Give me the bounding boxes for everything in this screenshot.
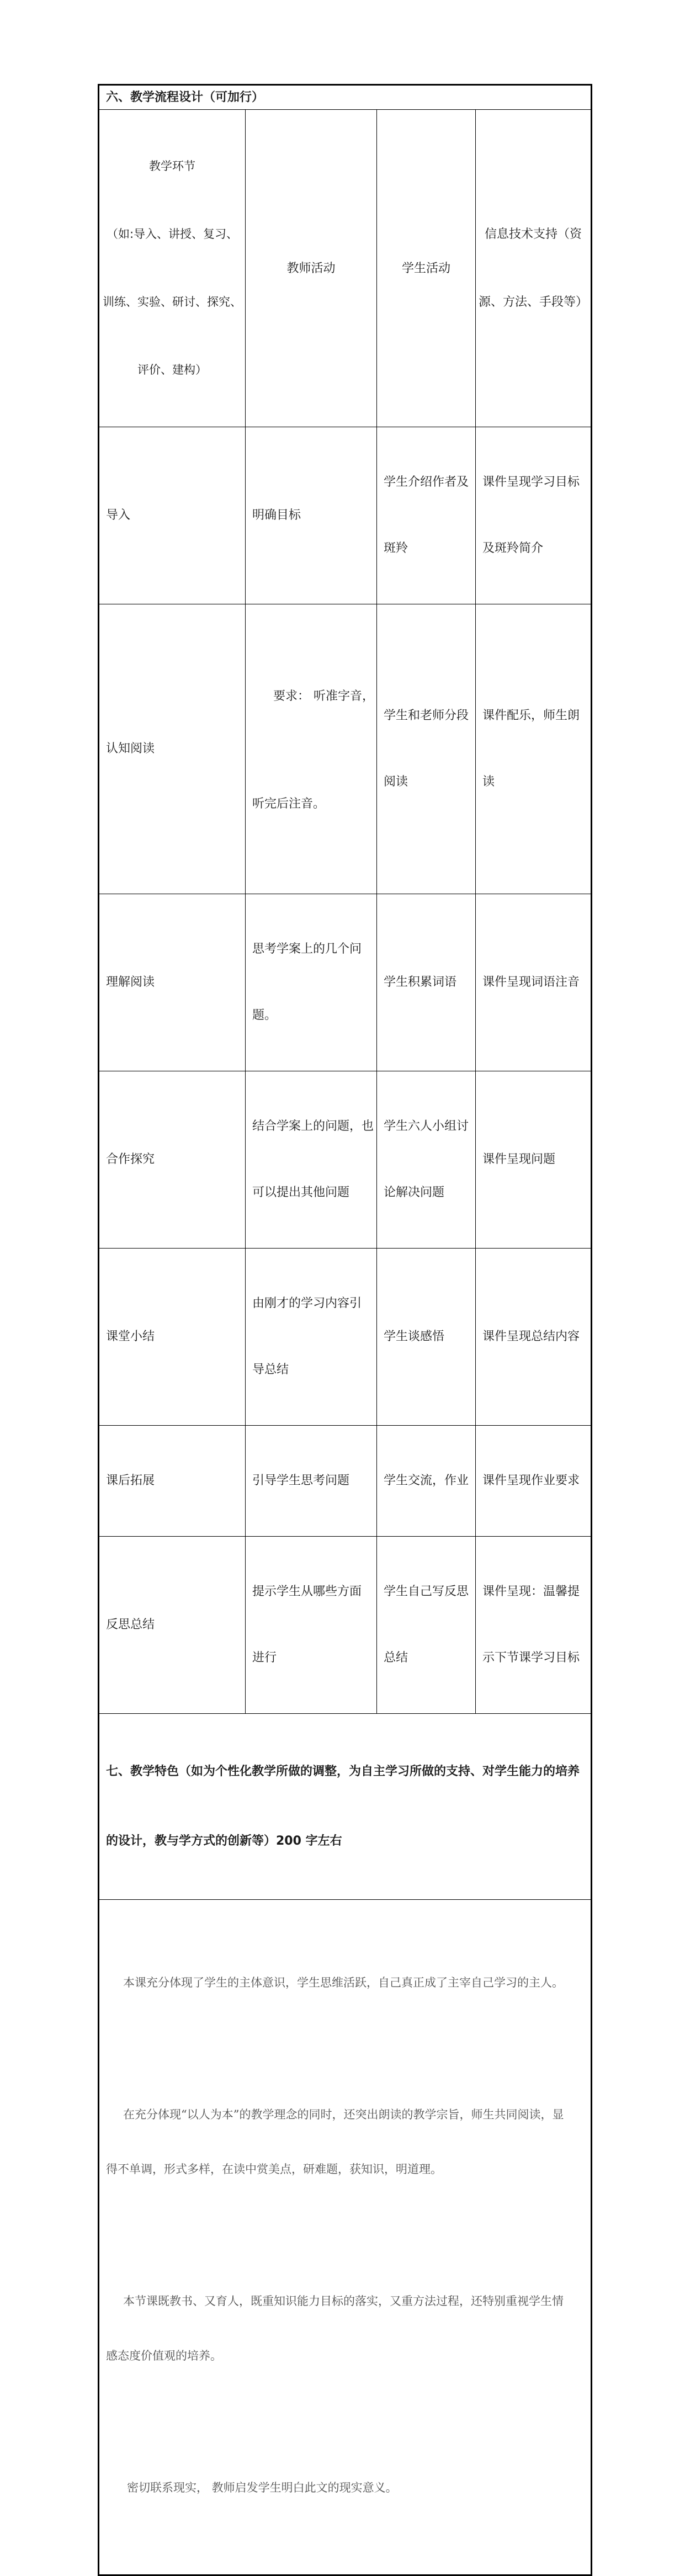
header-text-line: （如:导入、讲授、复习、 (106, 227, 238, 241)
cell-text-line: 读 (482, 775, 495, 789)
flow-table-header-row (99, 110, 592, 427)
flow-row-reflection-summary (99, 1537, 592, 1714)
paragraph (106, 2256, 591, 2402)
stage-cell (99, 604, 246, 894)
cell-text-line: 引导学生思考问题 (252, 1474, 350, 1488)
section7-body-row (99, 1900, 592, 2575)
cell-text-line: 可以提出其他问题 (252, 1186, 350, 1199)
teacher-activity-cell (246, 1071, 377, 1249)
stage-cell (99, 1071, 246, 1249)
cell-text-line: 听完后注音。 (252, 797, 326, 811)
section7-title-line: 的设计，教与学方式的创新等）200 字左右 (106, 1834, 342, 1848)
cell-text-line: 课件呈现作业要求 (482, 1474, 580, 1488)
flow-row-cognitive-reading (99, 604, 592, 894)
cell-text-line: 学生自己写反思 (384, 1585, 469, 1598)
tech-support-cell (476, 1249, 592, 1426)
teacher-activity-cell (246, 427, 377, 604)
cell-text-line: 斑羚 (384, 541, 408, 555)
section7-title-line: 七、教学特色（如为个性化教学所做的调整，为自主学习所做的支持、对学生能力的培养 (106, 1765, 580, 1778)
cell-text-line: 由刚才的学习内容引 (252, 1297, 362, 1310)
cell-text-line: 课件呈现问题 (482, 1152, 556, 1166)
header-text-line: 教学环节 (149, 160, 195, 173)
paragraph-line: 本节课既教书、又育人，既重知识能力目标的落实，又重方法过程，还特别重视学生情 (123, 2295, 564, 2308)
stage-cell (99, 1426, 246, 1537)
stage-label: 反思总结 (106, 1618, 155, 1632)
tech-support-cell (476, 894, 592, 1071)
student-activity-cell (377, 1537, 476, 1714)
section7-title-row (99, 1714, 592, 1900)
header-text-line: 教师活动 (286, 261, 336, 275)
stage-column-header (99, 110, 246, 427)
cell-text-line: 学生六人小组讨 (384, 1119, 469, 1133)
cell-text-line: 课件呈现学习目标 (482, 475, 580, 489)
cell-text-line: 学生谈感悟 (384, 1330, 445, 1343)
flow-row-comprehension-reading (99, 894, 592, 1071)
flow-row-introduction (99, 427, 592, 604)
paragraph-line: 密切联系现实， 教师启发学生明白此文的现实意义。 (127, 2481, 397, 2494)
section7-title (99, 1714, 592, 1900)
student-activity-cell (377, 427, 476, 604)
cell-text-line: 要求： 听准字音， (273, 689, 374, 703)
cell-text-line: 课件呈现总结内容 (482, 1330, 580, 1343)
stage-label: 合作探究 (106, 1152, 155, 1166)
cell-text-line: 学生积累词语 (384, 975, 457, 989)
flow-row-class-summary (99, 1249, 592, 1426)
header-text-line: 学生活动 (401, 261, 450, 275)
tech-support-cell (476, 1426, 592, 1537)
cell-text-line: 学生交流，作业 (384, 1474, 469, 1488)
tech-support-cell (476, 1071, 592, 1249)
paragraph-line: 得不单调，形式多样，在读中赏美点，研难题，获知识，明道理。 (106, 2163, 442, 2176)
tech-support-cell (476, 1537, 592, 1714)
header-text-line: 评价、建构） (137, 363, 207, 376)
teacher-activity-column-header (246, 110, 377, 427)
section6-title: 六、教学流程设计（可加行） (99, 85, 592, 110)
stage-cell (99, 1537, 246, 1714)
student-activity-cell (377, 604, 476, 894)
tech-support-cell (476, 427, 592, 604)
cell-text-line: 课件配乐，师生朗 (482, 709, 580, 723)
paragraph-line: 在充分体现“以人为本”的教学理念的同时，还突出朗读的教学宗旨，师生共同阅读，显 (123, 2108, 564, 2121)
cell-text-line: 导总结 (252, 1363, 289, 1377)
header-text-line: 信息技术支持（资 (485, 227, 582, 241)
tech-support-cell (476, 604, 592, 894)
student-activity-cell (377, 1426, 476, 1537)
stage-label: 理解阅读 (106, 975, 155, 989)
cell-text-line: 明确目标 (252, 508, 301, 522)
cell-text-line: 提示学生从哪些方面 (252, 1585, 362, 1598)
student-activity-column-header (377, 110, 476, 427)
stage-label: 导入 (106, 508, 131, 522)
cell-text-line: 论解决问题 (384, 1186, 445, 1199)
student-activity-cell (377, 1249, 476, 1426)
stage-label: 课后拓展 (106, 1474, 155, 1488)
teacher-activity-cell (246, 604, 377, 894)
student-activity-cell (377, 894, 476, 1071)
teacher-activity-cell (246, 894, 377, 1071)
cell-text-line: 学生介绍作者及 (384, 475, 469, 489)
cell-text-line: 学生和老师分段 (384, 709, 469, 723)
teacher-activity-cell (246, 1249, 377, 1426)
flow-row-after-class-extension (99, 1426, 592, 1537)
cell-text-line: 结合学案上的问题，也 (252, 1119, 374, 1133)
tech-support-column-header (476, 110, 592, 427)
paragraph (106, 1937, 591, 2028)
paragraph-line: 感态度价值观的培养。 (106, 2349, 222, 2362)
cell-text-line: 示下节课学习目标 (482, 1651, 580, 1665)
stage-cell (99, 894, 246, 1071)
paragraph-line: 本课充分体现了学生的主体意识，学生思维活跃，自己真正成了主宰自己学习的主人。 (123, 1976, 564, 1989)
cell-text-line: 思考学案上的几个问 (252, 942, 362, 956)
cell-text-line: 阅读 (384, 775, 408, 789)
paragraph (106, 2069, 591, 2215)
section7-body (99, 1900, 592, 2575)
cell-text-line: 题。 (252, 1008, 277, 1022)
teacher-activity-cell (246, 1426, 377, 1537)
section6-title-row (99, 85, 592, 110)
flow-row-cooperative-inquiry (99, 1071, 592, 1249)
student-activity-cell (377, 1071, 476, 1249)
header-text-line: 源、方法、手段等） (479, 295, 588, 309)
paragraph (106, 2442, 591, 2533)
cell-text-line: 课件呈现：温馨提 (482, 1585, 580, 1598)
teacher-activity-cell (246, 1537, 377, 1714)
cell-text-line: 课件呈现词语注音 (482, 975, 580, 989)
stage-label: 认知阅读 (106, 742, 155, 756)
stage-cell (99, 1249, 246, 1426)
stage-cell (99, 427, 246, 604)
cell-text-line: 总结 (384, 1651, 408, 1665)
lesson-plan-table (98, 84, 592, 2576)
cell-text-line: 进行 (252, 1651, 277, 1665)
stage-label: 课堂小结 (106, 1330, 155, 1343)
cell-text-line: 及斑羚简介 (482, 541, 544, 555)
header-text-line: 训练、实验、研讨、探究、 (103, 295, 242, 309)
